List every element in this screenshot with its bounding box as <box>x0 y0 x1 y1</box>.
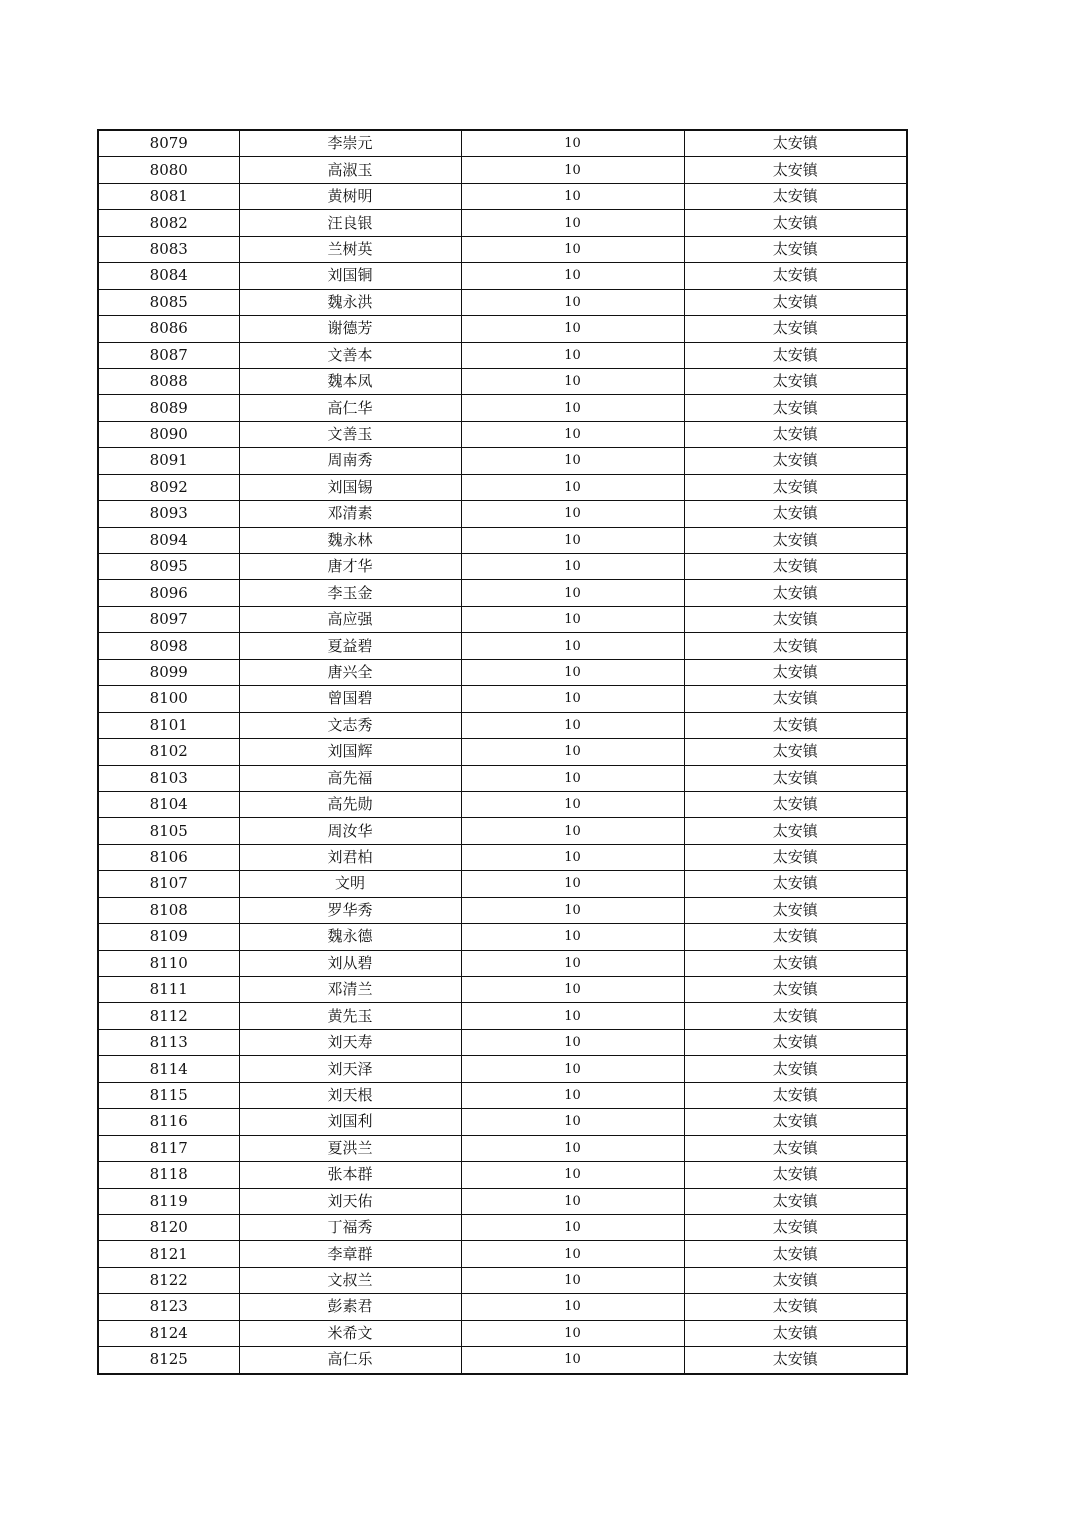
row-number-cell: 8107 <box>98 871 239 897</box>
name-cell: 高仁乐 <box>239 1347 461 1374</box>
town-cell: 太安镇 <box>684 844 907 870</box>
table-row <box>98 712 907 738</box>
name-cell: 夏益碧 <box>239 633 461 659</box>
table-row <box>98 289 907 315</box>
name-cell: 夏洪兰 <box>239 1135 461 1161</box>
town-cell: 太安镇 <box>684 1241 907 1267</box>
name-cell: 文叔兰 <box>239 1267 461 1293</box>
name-cell: 刘天佑 <box>239 1188 461 1214</box>
table-row <box>98 1135 907 1161</box>
town-cell: 太安镇 <box>684 1294 907 1320</box>
amount-cell: 10 <box>461 210 684 236</box>
town-cell: 太安镇 <box>684 871 907 897</box>
amount-cell: 10 <box>461 765 684 791</box>
amount-cell: 10 <box>461 686 684 712</box>
town-cell: 太安镇 <box>684 897 907 923</box>
town-cell: 太安镇 <box>684 739 907 765</box>
amount-cell: 10 <box>461 1347 684 1374</box>
row-number-cell: 8087 <box>98 342 239 368</box>
town-cell: 太安镇 <box>684 157 907 183</box>
row-number-cell: 8091 <box>98 448 239 474</box>
name-cell: 谢德芳 <box>239 316 461 342</box>
row-number-cell: 8116 <box>98 1109 239 1135</box>
town-cell: 太安镇 <box>684 1267 907 1293</box>
town-cell: 太安镇 <box>684 659 907 685</box>
amount-cell: 10 <box>461 1241 684 1267</box>
town-cell: 太安镇 <box>684 342 907 368</box>
table-row <box>98 474 907 500</box>
name-cell: 黄树明 <box>239 183 461 209</box>
town-cell: 太安镇 <box>684 183 907 209</box>
amount-cell: 10 <box>461 818 684 844</box>
name-cell: 丁福秀 <box>239 1214 461 1240</box>
town-cell: 太安镇 <box>684 1320 907 1346</box>
table-row <box>98 924 907 950</box>
name-cell: 李章群 <box>239 1241 461 1267</box>
amount-cell: 10 <box>461 1320 684 1346</box>
town-cell: 太安镇 <box>684 474 907 500</box>
amount-cell: 10 <box>461 1267 684 1293</box>
row-number-cell: 8120 <box>98 1214 239 1240</box>
table-row <box>98 554 907 580</box>
table-row <box>98 1029 907 1055</box>
row-number-cell: 8103 <box>98 765 239 791</box>
table-row <box>98 1003 907 1029</box>
amount-cell: 10 <box>461 791 684 817</box>
amount-cell: 10 <box>461 448 684 474</box>
amount-cell: 10 <box>461 1056 684 1082</box>
name-cell: 魏永洪 <box>239 289 461 315</box>
table-row <box>98 1109 907 1135</box>
amount-cell: 10 <box>461 554 684 580</box>
row-number-cell: 8109 <box>98 924 239 950</box>
table-row <box>98 1320 907 1346</box>
name-cell: 张本群 <box>239 1162 461 1188</box>
roster-table-body <box>98 130 907 1374</box>
row-number-cell: 8100 <box>98 686 239 712</box>
table-row <box>98 501 907 527</box>
row-number-cell: 8096 <box>98 580 239 606</box>
table-row <box>98 1082 907 1108</box>
row-number-cell: 8080 <box>98 157 239 183</box>
name-cell: 魏永德 <box>239 924 461 950</box>
row-number-cell: 8114 <box>98 1056 239 1082</box>
table-row <box>98 818 907 844</box>
table-row <box>98 1347 907 1374</box>
table-row <box>98 686 907 712</box>
name-cell: 文善本 <box>239 342 461 368</box>
row-number-cell: 8108 <box>98 897 239 923</box>
row-number-cell: 8119 <box>98 1188 239 1214</box>
amount-cell: 10 <box>461 844 684 870</box>
amount-cell: 10 <box>461 1214 684 1240</box>
table-row <box>98 342 907 368</box>
town-cell: 太安镇 <box>684 501 907 527</box>
name-cell: 刘天根 <box>239 1082 461 1108</box>
amount-cell: 10 <box>461 871 684 897</box>
name-cell: 高仁华 <box>239 395 461 421</box>
name-cell: 刘国利 <box>239 1109 461 1135</box>
name-cell: 文善玉 <box>239 421 461 447</box>
name-cell: 魏永林 <box>239 527 461 553</box>
town-cell: 太安镇 <box>684 421 907 447</box>
name-cell: 周汝华 <box>239 818 461 844</box>
town-cell: 太安镇 <box>684 1003 907 1029</box>
row-number-cell: 8084 <box>98 263 239 289</box>
amount-cell: 10 <box>461 950 684 976</box>
table-row <box>98 448 907 474</box>
row-number-cell: 8085 <box>98 289 239 315</box>
roster-table <box>97 129 908 1375</box>
table-row <box>98 633 907 659</box>
town-cell: 太安镇 <box>684 130 907 157</box>
name-cell: 罗华秀 <box>239 897 461 923</box>
row-number-cell: 8123 <box>98 1294 239 1320</box>
name-cell: 唐才华 <box>239 554 461 580</box>
amount-cell: 10 <box>461 130 684 157</box>
table-row <box>98 871 907 897</box>
name-cell: 魏本凤 <box>239 368 461 394</box>
town-cell: 太安镇 <box>684 1162 907 1188</box>
table-row <box>98 1241 907 1267</box>
name-cell: 邓清兰 <box>239 977 461 1003</box>
row-number-cell: 8081 <box>98 183 239 209</box>
amount-cell: 10 <box>461 1029 684 1055</box>
table-row <box>98 316 907 342</box>
amount-cell: 10 <box>461 368 684 394</box>
town-cell: 太安镇 <box>684 818 907 844</box>
amount-cell: 10 <box>461 739 684 765</box>
table-row <box>98 183 907 209</box>
row-number-cell: 8099 <box>98 659 239 685</box>
amount-cell: 10 <box>461 395 684 421</box>
town-cell: 太安镇 <box>684 1188 907 1214</box>
name-cell: 刘从碧 <box>239 950 461 976</box>
town-cell: 太安镇 <box>684 765 907 791</box>
name-cell: 文明 <box>239 871 461 897</box>
amount-cell: 10 <box>461 1003 684 1029</box>
name-cell: 邓清素 <box>239 501 461 527</box>
table-row <box>98 765 907 791</box>
name-cell: 刘君柏 <box>239 844 461 870</box>
amount-cell: 10 <box>461 659 684 685</box>
row-number-cell: 8121 <box>98 1241 239 1267</box>
row-number-cell: 8122 <box>98 1267 239 1293</box>
name-cell: 高先福 <box>239 765 461 791</box>
amount-cell: 10 <box>461 236 684 262</box>
name-cell: 刘国铜 <box>239 263 461 289</box>
amount-cell: 10 <box>461 501 684 527</box>
name-cell: 李玉金 <box>239 580 461 606</box>
table-row <box>98 659 907 685</box>
table-row <box>98 1267 907 1293</box>
name-cell: 文志秀 <box>239 712 461 738</box>
amount-cell: 10 <box>461 263 684 289</box>
amount-cell: 10 <box>461 606 684 632</box>
town-cell: 太安镇 <box>684 977 907 1003</box>
row-number-cell: 8097 <box>98 606 239 632</box>
amount-cell: 10 <box>461 183 684 209</box>
name-cell: 刘天寿 <box>239 1029 461 1055</box>
town-cell: 太安镇 <box>684 395 907 421</box>
name-cell: 唐兴全 <box>239 659 461 685</box>
name-cell: 黄先玉 <box>239 1003 461 1029</box>
row-number-cell: 8113 <box>98 1029 239 1055</box>
row-number-cell: 8090 <box>98 421 239 447</box>
table-row <box>98 157 907 183</box>
table-row <box>98 263 907 289</box>
name-cell: 兰树英 <box>239 236 461 262</box>
table-row <box>98 791 907 817</box>
table-row <box>98 1162 907 1188</box>
name-cell: 刘国辉 <box>239 739 461 765</box>
row-number-cell: 8118 <box>98 1162 239 1188</box>
table-row <box>98 130 907 157</box>
town-cell: 太安镇 <box>684 606 907 632</box>
table-row <box>98 606 907 632</box>
town-cell: 太安镇 <box>684 368 907 394</box>
amount-cell: 10 <box>461 1294 684 1320</box>
table-row <box>98 844 907 870</box>
name-cell: 曾国碧 <box>239 686 461 712</box>
name-cell: 汪良银 <box>239 210 461 236</box>
name-cell: 高应强 <box>239 606 461 632</box>
amount-cell: 10 <box>461 527 684 553</box>
row-number-cell: 8125 <box>98 1347 239 1374</box>
table-row <box>98 1188 907 1214</box>
row-number-cell: 8098 <box>98 633 239 659</box>
table-row <box>98 1056 907 1082</box>
name-cell: 李崇元 <box>239 130 461 157</box>
town-cell: 太安镇 <box>684 448 907 474</box>
table-row <box>98 1214 907 1240</box>
row-number-cell: 8095 <box>98 554 239 580</box>
amount-cell: 10 <box>461 977 684 1003</box>
row-number-cell: 8105 <box>98 818 239 844</box>
town-cell: 太安镇 <box>684 712 907 738</box>
town-cell: 太安镇 <box>684 554 907 580</box>
row-number-cell: 8111 <box>98 977 239 1003</box>
town-cell: 太安镇 <box>684 1347 907 1374</box>
row-number-cell: 8115 <box>98 1082 239 1108</box>
amount-cell: 10 <box>461 1135 684 1161</box>
town-cell: 太安镇 <box>684 1056 907 1082</box>
table-row <box>98 421 907 447</box>
row-number-cell: 8110 <box>98 950 239 976</box>
table-row <box>98 395 907 421</box>
table-row <box>98 236 907 262</box>
table-row <box>98 897 907 923</box>
table-row <box>98 210 907 236</box>
amount-cell: 10 <box>461 1109 684 1135</box>
table-row <box>98 739 907 765</box>
town-cell: 太安镇 <box>684 316 907 342</box>
name-cell: 高先勋 <box>239 791 461 817</box>
amount-cell: 10 <box>461 1188 684 1214</box>
row-number-cell: 8092 <box>98 474 239 500</box>
town-cell: 太安镇 <box>684 924 907 950</box>
row-number-cell: 8094 <box>98 527 239 553</box>
amount-cell: 10 <box>461 633 684 659</box>
town-cell: 太安镇 <box>684 1214 907 1240</box>
town-cell: 太安镇 <box>684 1082 907 1108</box>
amount-cell: 10 <box>461 157 684 183</box>
table-row <box>98 368 907 394</box>
row-number-cell: 8093 <box>98 501 239 527</box>
name-cell: 彭素君 <box>239 1294 461 1320</box>
town-cell: 太安镇 <box>684 1029 907 1055</box>
name-cell: 米希文 <box>239 1320 461 1346</box>
table-row <box>98 580 907 606</box>
town-cell: 太安镇 <box>684 580 907 606</box>
name-cell: 刘国锡 <box>239 474 461 500</box>
amount-cell: 10 <box>461 897 684 923</box>
row-number-cell: 8106 <box>98 844 239 870</box>
row-number-cell: 8124 <box>98 1320 239 1346</box>
town-cell: 太安镇 <box>684 950 907 976</box>
row-number-cell: 8089 <box>98 395 239 421</box>
row-number-cell: 8079 <box>98 130 239 157</box>
amount-cell: 10 <box>461 1082 684 1108</box>
town-cell: 太安镇 <box>684 791 907 817</box>
table-row <box>98 950 907 976</box>
row-number-cell: 8088 <box>98 368 239 394</box>
amount-cell: 10 <box>461 421 684 447</box>
name-cell: 周南秀 <box>239 448 461 474</box>
row-number-cell: 8101 <box>98 712 239 738</box>
name-cell: 刘天泽 <box>239 1056 461 1082</box>
amount-cell: 10 <box>461 342 684 368</box>
row-number-cell: 8112 <box>98 1003 239 1029</box>
name-cell: 高淑玉 <box>239 157 461 183</box>
table-row <box>98 977 907 1003</box>
row-number-cell: 8104 <box>98 791 239 817</box>
amount-cell: 10 <box>461 580 684 606</box>
town-cell: 太安镇 <box>684 633 907 659</box>
town-cell: 太安镇 <box>684 527 907 553</box>
table-row <box>98 527 907 553</box>
table-row <box>98 1294 907 1320</box>
row-number-cell: 8117 <box>98 1135 239 1161</box>
amount-cell: 10 <box>461 289 684 315</box>
row-number-cell: 8083 <box>98 236 239 262</box>
amount-cell: 10 <box>461 1162 684 1188</box>
town-cell: 太安镇 <box>684 1109 907 1135</box>
town-cell: 太安镇 <box>684 236 907 262</box>
amount-cell: 10 <box>461 924 684 950</box>
amount-cell: 10 <box>461 712 684 738</box>
town-cell: 太安镇 <box>684 1135 907 1161</box>
amount-cell: 10 <box>461 474 684 500</box>
town-cell: 太安镇 <box>684 210 907 236</box>
town-cell: 太安镇 <box>684 263 907 289</box>
row-number-cell: 8102 <box>98 739 239 765</box>
town-cell: 太安镇 <box>684 686 907 712</box>
amount-cell: 10 <box>461 316 684 342</box>
row-number-cell: 8082 <box>98 210 239 236</box>
town-cell: 太安镇 <box>684 289 907 315</box>
row-number-cell: 8086 <box>98 316 239 342</box>
